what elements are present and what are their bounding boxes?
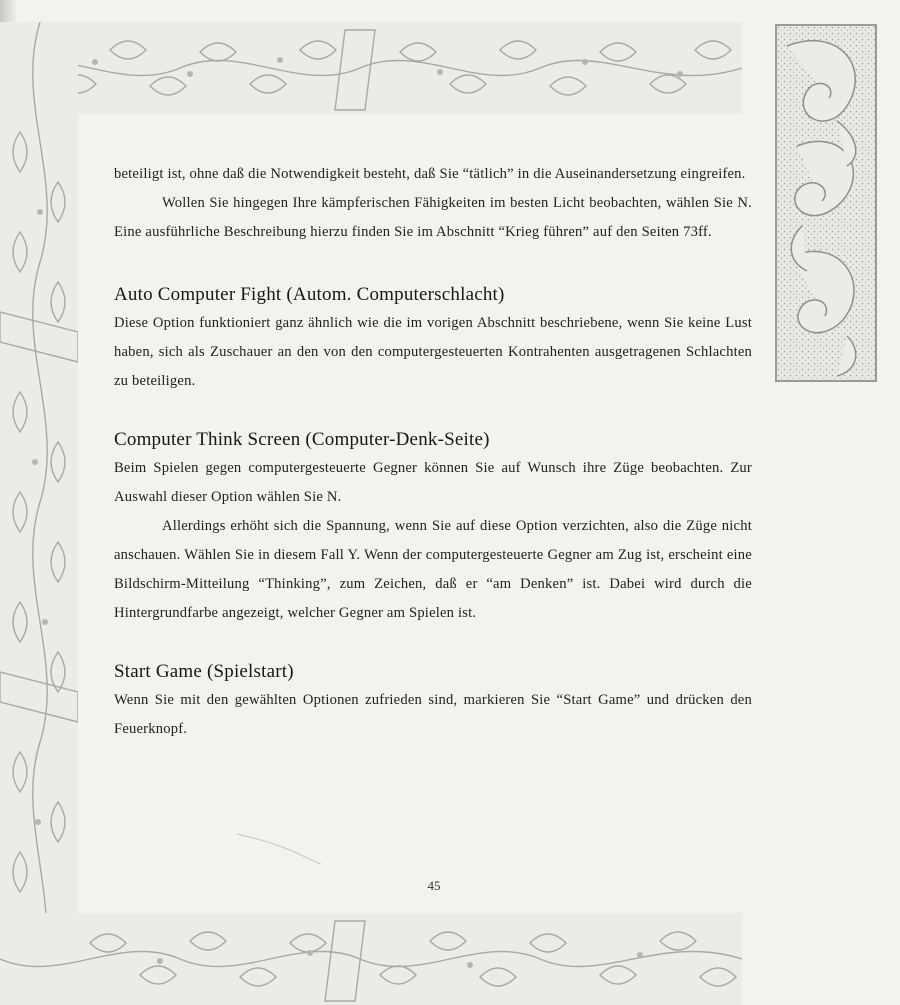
pencil-smudge (235, 828, 325, 868)
laurel-border-top-art (0, 22, 742, 114)
laurel-border-bottom-art (0, 913, 742, 1005)
intro-paragraph-2: Wollen Sie hingegen Ihre kämpferischen Fähigkeiten im besten Licht beobachten, wählen Sie N. Eine ausführliche Beschreibung hierzu finden Sie im Abschnitt “Krieg führen” auf den Seiten 73ff. (114, 195, 752, 240)
section-paragraph-start-game: Wenn Sie mit den gewählten Optionen zufrieden sind, markieren Sie “Start Game” und drücken den Feuerknopf. (114, 692, 752, 737)
page-number: 45 (427, 878, 441, 893)
section-paragraph-auto-computer-fight: Diese Option funktioniert ganz ähnlich wie die im vorigen Abschnitt beschriebene, wenn Sie keine Lust haben, sich als Zuschauer an den von den computergesteuerten Kontrahenten ausgetragenen Schlachten zu beteiligen. (114, 315, 752, 389)
section-paragraph-computer-think-screen-2: Allerdings erhöht sich die Spannung, wenn Sie auf diese Option verzichten, also die Züge nicht anschauen. Wählen Sie in diesem Fall Y. Wenn der computergesteuerte Gegner am Zug ist, erscheint eine Bildschirm-Mitteilung “Thinking”, zum Zeichen, daß er “am Denken” ist. Dabei wird durch die Hintergrundfarbe angezeigt, welcher Gegner am Spielen ist. (114, 518, 752, 621)
laurel-border-bottom (0, 913, 742, 1005)
section-paragraph-computer-think-screen-1: Beim Spielen gegen computergesteuerte Gegner können Sie auf Wunsch ihre Züge beobachten. Zur Auswahl dieser Option wählen Sie N. (114, 460, 752, 505)
document-body (114, 160, 752, 744)
section-heading-computer-think-screen: Computer Think Screen (Computer-Denk-Seite) (114, 429, 490, 450)
laurel-border-left-art (0, 22, 78, 1005)
laurel-border-top (0, 22, 742, 114)
section-heading-auto-computer-fight: Auto Computer Fight (Autom. Computerschlacht) (114, 284, 505, 305)
section-heading-start-game: Start Game (Spielstart) (114, 661, 294, 682)
laurel-border-left (0, 22, 78, 1005)
scroll-ornament-art (777, 26, 875, 380)
intro-paragraph-1: beteiligt ist, ohne daß die Notwendigkeit besteht, daß Sie “tätlich” in die Auseinandersetzung eingreifen. (114, 166, 746, 182)
scroll-ornament-panel (775, 24, 877, 382)
